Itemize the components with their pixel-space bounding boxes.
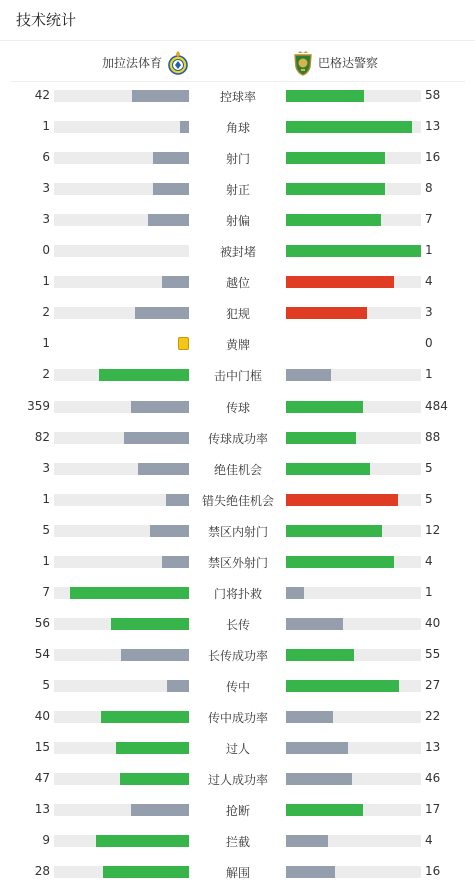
home-stat-bar-fill: [116, 742, 189, 754]
away-stat-value: 3: [425, 305, 433, 320]
home-stat-value: 5: [42, 677, 50, 692]
away-stat-value: 46: [425, 771, 441, 786]
home-stat-bar: [54, 773, 189, 785]
away-stat-value: 13: [425, 740, 441, 755]
away-stat-bar-fill: [286, 307, 367, 319]
away-stat-bar-fill: [286, 866, 335, 878]
stat-row: [0, 548, 475, 579]
home-stat-bar: [54, 711, 189, 723]
away-stat-bar-fill: [286, 773, 352, 785]
home-stat-bar: [54, 680, 189, 692]
home-stat-bar: [54, 587, 189, 599]
away-stat-bar: [286, 494, 421, 506]
home-stat-bar: [54, 556, 189, 568]
away-stat-value: 5: [425, 491, 433, 506]
away-team-name: 巴格达警察: [318, 56, 379, 70]
away-team[interactable]: [292, 45, 378, 80]
stat-label: 过人成功率: [207, 773, 268, 788]
home-stat-value: 15: [34, 740, 50, 755]
home-stat-bar-fill: [70, 587, 189, 599]
stat-label: 拦截: [225, 835, 250, 850]
away-stat-bar: [286, 214, 421, 226]
home-stat-bar-fill: [103, 866, 189, 878]
home-stat-value: 359: [27, 398, 50, 413]
home-stat-value: 3: [42, 212, 50, 227]
home-stat-value: 1: [42, 119, 50, 134]
away-stat-value: 4: [425, 274, 433, 289]
away-stat-bar: [286, 618, 421, 630]
stat-row: [0, 237, 475, 268]
stat-row: [0, 393, 475, 424]
home-stat-value: 1: [42, 336, 50, 351]
away-stat-value: 7: [425, 212, 433, 227]
home-team[interactable]: [102, 45, 189, 80]
stat-row: [0, 579, 475, 610]
stat-row: [0, 796, 475, 827]
stat-row: [0, 517, 475, 548]
away-stat-value: 13: [425, 119, 441, 134]
away-stat-bar-fill: [286, 587, 304, 599]
away-stat-bar: [286, 183, 421, 195]
stat-label: 被封堵: [219, 245, 256, 260]
home-stat-bar: [54, 432, 189, 444]
away-stat-bar: [286, 401, 421, 413]
home-stat-bar: [54, 649, 189, 661]
home-stat-value: 1: [42, 274, 50, 289]
away-stat-bar-fill: [286, 276, 394, 288]
home-stat-value: 40: [34, 709, 50, 723]
home-stat-bar: [54, 90, 189, 102]
home-stat-bar-fill: [150, 525, 189, 537]
away-stat-bar: [286, 307, 421, 319]
team-header: [0, 45, 475, 80]
page-title: 技术统计: [16, 11, 77, 29]
stat-row: [0, 641, 475, 672]
away-stat-value: 1: [425, 584, 433, 599]
away-stat-value: 0: [425, 336, 433, 351]
home-stat-value: 2: [42, 367, 50, 382]
away-stat-value: 1: [425, 243, 433, 258]
away-stat-bar-fill: [286, 401, 363, 413]
home-stat-bar: [54, 307, 189, 319]
stat-row: [0, 672, 475, 703]
home-stat-value: 2: [42, 305, 50, 320]
away-stat-bar-fill: [286, 463, 370, 475]
yellow-card-icon: [178, 337, 189, 350]
away-stat-bar: [286, 432, 421, 444]
home-stat-bar: [54, 276, 189, 288]
stat-label: 门将扑救: [213, 586, 262, 601]
home-stat-value: 5: [42, 522, 50, 537]
home-stat-bar: [54, 401, 189, 413]
home-stat-bar: [54, 463, 189, 475]
stat-label: 击中门框: [213, 369, 262, 384]
away-stat-bar-fill: [286, 742, 348, 754]
away-stat-bar: [286, 649, 421, 661]
home-stat-value: 54: [34, 646, 50, 661]
away-stat-bar-fill: [286, 183, 385, 195]
away-stat-value: 8: [425, 181, 433, 196]
stat-label: 抢断: [225, 804, 250, 819]
home-stat-bar: [54, 494, 189, 506]
away-stat-value: 17: [425, 802, 441, 817]
away-stat-bar-fill: [286, 245, 421, 257]
away-stat-value: 55: [425, 646, 441, 661]
away-stat-value: 4: [425, 553, 433, 568]
stat-row: [0, 486, 475, 517]
stat-label: 射偏: [225, 214, 250, 229]
stat-row: [0, 82, 475, 113]
home-stat-bar-fill: [166, 494, 189, 506]
away-stat-bar: [286, 245, 421, 257]
away-stat-bar: [286, 773, 421, 785]
home-stat-bar-fill: [153, 152, 189, 164]
stat-label: 绝佳机会: [213, 462, 262, 477]
home-stat-bar-fill: [138, 463, 189, 475]
away-stat-bar: [286, 556, 421, 568]
away-stat-bar-fill: [286, 432, 356, 444]
home-stat-value: 0: [42, 243, 50, 258]
home-stat-bar: [54, 835, 189, 847]
stat-row: [0, 703, 475, 734]
home-stat-value: 13: [34, 802, 50, 817]
stat-row: [0, 858, 475, 888]
home-stat-bar-fill: [131, 804, 189, 816]
home-stat-bar: [54, 183, 189, 195]
stat-row: [0, 455, 475, 486]
away-stat-bar-fill: [286, 121, 412, 133]
away-stat-bar: [286, 276, 421, 288]
home-stat-bar: [54, 369, 189, 381]
home-stat-bar-fill: [148, 214, 189, 226]
away-stat-bar: [286, 152, 421, 164]
stat-label: 射门: [225, 152, 250, 167]
home-stat-value: 82: [34, 429, 50, 444]
home-stat-bar-fill: [96, 835, 189, 847]
away-stat-value: 40: [425, 615, 441, 630]
away-stat-value: 12: [425, 522, 441, 537]
away-stat-value: 16: [425, 864, 441, 879]
stat-row: [0, 610, 475, 641]
title-divider: [0, 40, 475, 41]
home-stat-value: 3: [42, 181, 50, 196]
home-stat-bar: [54, 245, 189, 257]
away-stat-bar: [286, 121, 421, 133]
away-stat-bar-fill: [286, 525, 382, 537]
stat-label: 犯规: [225, 307, 250, 322]
away-stat-bar-fill: [286, 649, 354, 661]
away-stat-value: 5: [425, 460, 433, 475]
away-stat-value: 484: [425, 398, 448, 413]
home-stat-bar-fill: [121, 649, 189, 661]
home-stat-bar-fill: [132, 90, 189, 102]
stat-label: 长传: [225, 617, 250, 632]
home-stat-bar-fill: [131, 401, 189, 413]
away-stat-bar: [286, 587, 421, 599]
away-stat-value: 16: [425, 150, 441, 165]
away-stat-bar-fill: [286, 90, 364, 102]
home-stat-bar: [54, 866, 189, 878]
away-stat-bar-fill: [286, 711, 333, 723]
stat-label: 越位: [225, 276, 250, 291]
away-stat-value: 1: [425, 367, 433, 382]
home-stat-bar-fill: [99, 369, 189, 381]
home-stat-bar: [54, 525, 189, 537]
home-stat-value: 9: [42, 833, 50, 848]
stat-label: 传中: [225, 679, 250, 694]
stat-row: [0, 113, 475, 144]
away-stat-bar: [286, 711, 421, 723]
away-stat-bar-fill: [286, 835, 328, 847]
away-stat-bar: [286, 742, 421, 754]
away-stat-value: 58: [425, 88, 441, 102]
away-stat-bar: [286, 866, 421, 878]
stat-label: 解围: [225, 866, 250, 881]
stat-label: 角球: [225, 121, 250, 136]
stat-row: [0, 175, 475, 206]
stat-row: [0, 734, 475, 765]
away-stat-bar: [286, 369, 421, 381]
stat-row: [0, 268, 475, 299]
home-stat-value: 56: [34, 615, 50, 630]
home-stat-bar: [54, 618, 189, 630]
stat-label: 过人: [225, 742, 250, 757]
home-stat-value: 28: [34, 864, 50, 879]
away-stat-bar: [286, 90, 421, 102]
stat-label: 长传成功率: [207, 648, 268, 663]
stat-label: 禁区内射门: [207, 524, 268, 539]
away-stat-bar-fill: [286, 556, 394, 568]
stat-row: [0, 144, 475, 175]
away-stat-bar-fill: [286, 804, 363, 816]
home-stat-bar-fill: [167, 680, 189, 692]
stat-row: [0, 361, 475, 392]
home-stat-bar: [54, 214, 189, 226]
home-stat-value: 42: [34, 88, 50, 102]
home-stat-bar: [54, 804, 189, 816]
home-stat-bar-fill: [124, 432, 189, 444]
home-stat-bar-fill: [101, 711, 189, 723]
home-stat-bar: [54, 152, 189, 164]
home-stat-value: 3: [42, 460, 50, 475]
home-stat-bar-fill: [162, 276, 189, 288]
home-stat-bar-fill: [153, 183, 189, 195]
away-stat-bar: [286, 680, 421, 692]
stat-row: [0, 827, 475, 858]
away-stat-bar-fill: [286, 152, 385, 164]
away-stat-bar-fill: [286, 214, 381, 226]
home-stat-value: 7: [42, 584, 50, 599]
stat-row: [0, 424, 475, 455]
away-stat-bar: [286, 463, 421, 475]
stat-label: 射正: [225, 183, 250, 198]
away-stat-bar-fill: [286, 369, 331, 381]
away-stat-bar: [286, 835, 421, 847]
home-stat-bar-fill: [120, 773, 189, 785]
away-stat-value: 88: [425, 429, 441, 444]
stat-row: [0, 299, 475, 330]
home-stat-bar-fill: [162, 556, 189, 568]
stat-label: 禁区外射门: [207, 555, 268, 570]
home-stat-value: 1: [42, 491, 50, 506]
stat-label: 黄牌: [225, 338, 250, 353]
al-shorta-club-crest-icon: [292, 50, 314, 76]
away-stat-bar: [286, 804, 421, 816]
stat-row: [0, 765, 475, 796]
home-stat-bar: [54, 742, 189, 754]
stat-label: 传球: [225, 400, 250, 415]
stat-label: 传中成功率: [207, 711, 268, 725]
away-stat-value: 27: [425, 677, 441, 692]
stat-row: [0, 206, 475, 237]
stat-row: [0, 330, 475, 361]
away-stat-bar-fill: [286, 494, 398, 506]
home-stat-bar-fill: [111, 618, 189, 630]
home-stat-bar-fill: [135, 307, 189, 319]
away-stat-value: 22: [425, 709, 441, 723]
away-stat-value: 4: [425, 833, 433, 848]
gharafa-club-crest-icon: [167, 50, 189, 76]
home-stat-value: 6: [42, 150, 50, 165]
home-team-name: 加拉法体育: [102, 56, 163, 70]
away-stat-bar-fill: [286, 680, 399, 692]
away-stat-bar-fill: [286, 618, 343, 630]
stat-label: 传球成功率: [207, 431, 268, 446]
home-stat-bar: [54, 121, 189, 133]
home-stat-bar-fill: [180, 121, 189, 133]
home-stat-value: 1: [42, 553, 50, 568]
stat-label: 控球率: [219, 90, 256, 104]
away-stat-bar: [286, 525, 421, 537]
home-stat-value: 47: [34, 771, 50, 786]
stat-label: 错失绝佳机会: [201, 493, 274, 508]
